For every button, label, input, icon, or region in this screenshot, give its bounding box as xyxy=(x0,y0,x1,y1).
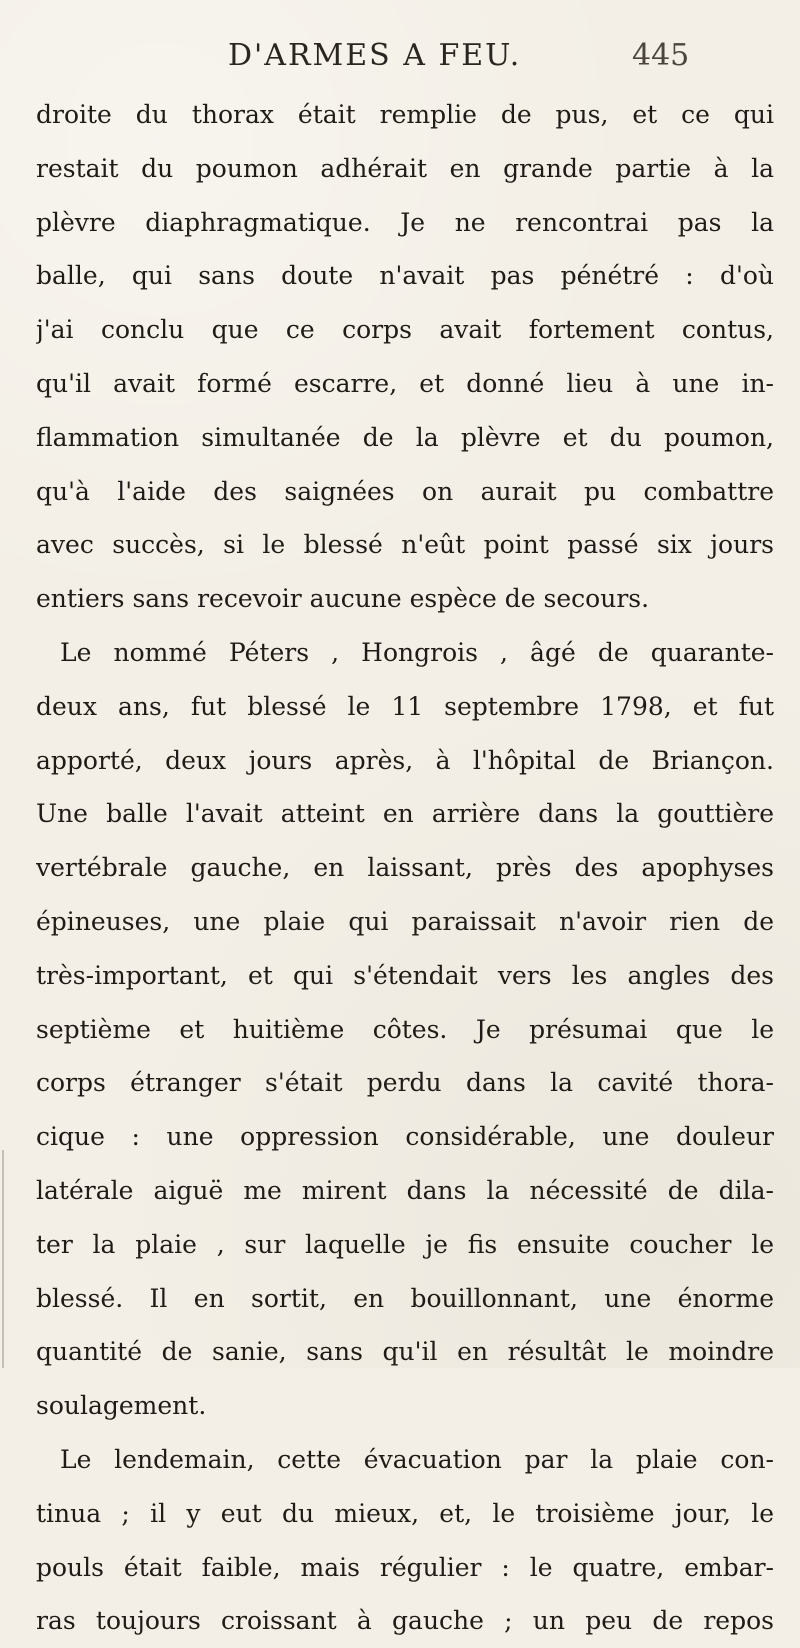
text-line: pouls était faible, mais régulier : le quatre, embar- xyxy=(36,1552,774,1582)
paragraph-start-line: Le lendemain, cette évacuation par la plaie con- xyxy=(60,1444,774,1474)
text-line: droite du thorax était remplie de pus, et ce qui xyxy=(36,100,774,129)
text-line: cique : une oppression considérable, une douleur xyxy=(36,1122,774,1152)
text-line: soulagement. xyxy=(36,1391,207,1421)
text-line: entiers sans recevoir aucune espèce de secours. xyxy=(36,584,650,614)
body-text xyxy=(36,88,774,1648)
text-line: corps étranger s'était perdu dans la cavité thora- xyxy=(36,1068,774,1098)
text-line: apporté, deux jours après, à l'hôpital de Briançon. xyxy=(36,745,774,775)
text-line: blessé. Il en sortit, en bouillonnant, une énorme xyxy=(36,1283,774,1313)
text-line: deux ans, fut blessé le 11 septembre 1798, et fut xyxy=(36,691,774,721)
text-line: vertébrale gauche, en laissant, près des apophyses xyxy=(36,853,774,883)
text-line: Une balle l'avait atteint en arrière dans la gouttière xyxy=(36,799,774,829)
text-line: ras toujours croissant à gauche ; un peu de repos xyxy=(36,1606,774,1636)
text-line: tinua ; il y eut du mieux, et, le troisième jour, le xyxy=(36,1498,774,1528)
text-line: balle, qui sans doute n'avait pas pénétré : d'où xyxy=(36,261,774,291)
text-line: latérale aiguë me mirent dans la nécessité de dila- xyxy=(36,1175,774,1205)
page-edge-shadow xyxy=(2,1150,4,1368)
text-line: épineuses, une plaie qui paraissait n'avoir rien de xyxy=(36,906,774,936)
page-number: 445 xyxy=(632,38,690,73)
running-head: D'ARMES A FEU. xyxy=(228,38,522,73)
paragraph-start-line: Le nommé Péters , Hongrois , âgé de quarante- xyxy=(60,637,774,667)
text-line: avec succès, si le blessé n'eût point passé six jours xyxy=(36,530,774,560)
text-line: plèvre diaphragmatique. Je ne rencontrai pas la xyxy=(36,207,774,237)
text-line: septième et huitième côtes. Je présumai que le xyxy=(36,1014,774,1044)
text-line: restait du poumon adhérait en grande partie à la xyxy=(36,153,774,183)
page-header xyxy=(0,34,800,84)
text-line: très-important, et qui s'étendait vers les angles des xyxy=(36,960,774,990)
text-line: ter la plaie , sur laquelle je fis ensuite coucher le xyxy=(36,1229,774,1259)
text-line: quantité de sanie, sans qu'il en résultât le moindre xyxy=(36,1337,774,1367)
text-line: j'ai conclu que ce corps avait fortement contus, xyxy=(36,315,774,345)
text-line: flammation simultanée de la plèvre et du poumon, xyxy=(36,422,774,452)
text-line: qu'à l'aide des saignées on aurait pu combattre xyxy=(36,476,774,506)
text-line: qu'il avait formé escarre, et donné lieu à une in- xyxy=(36,368,774,398)
